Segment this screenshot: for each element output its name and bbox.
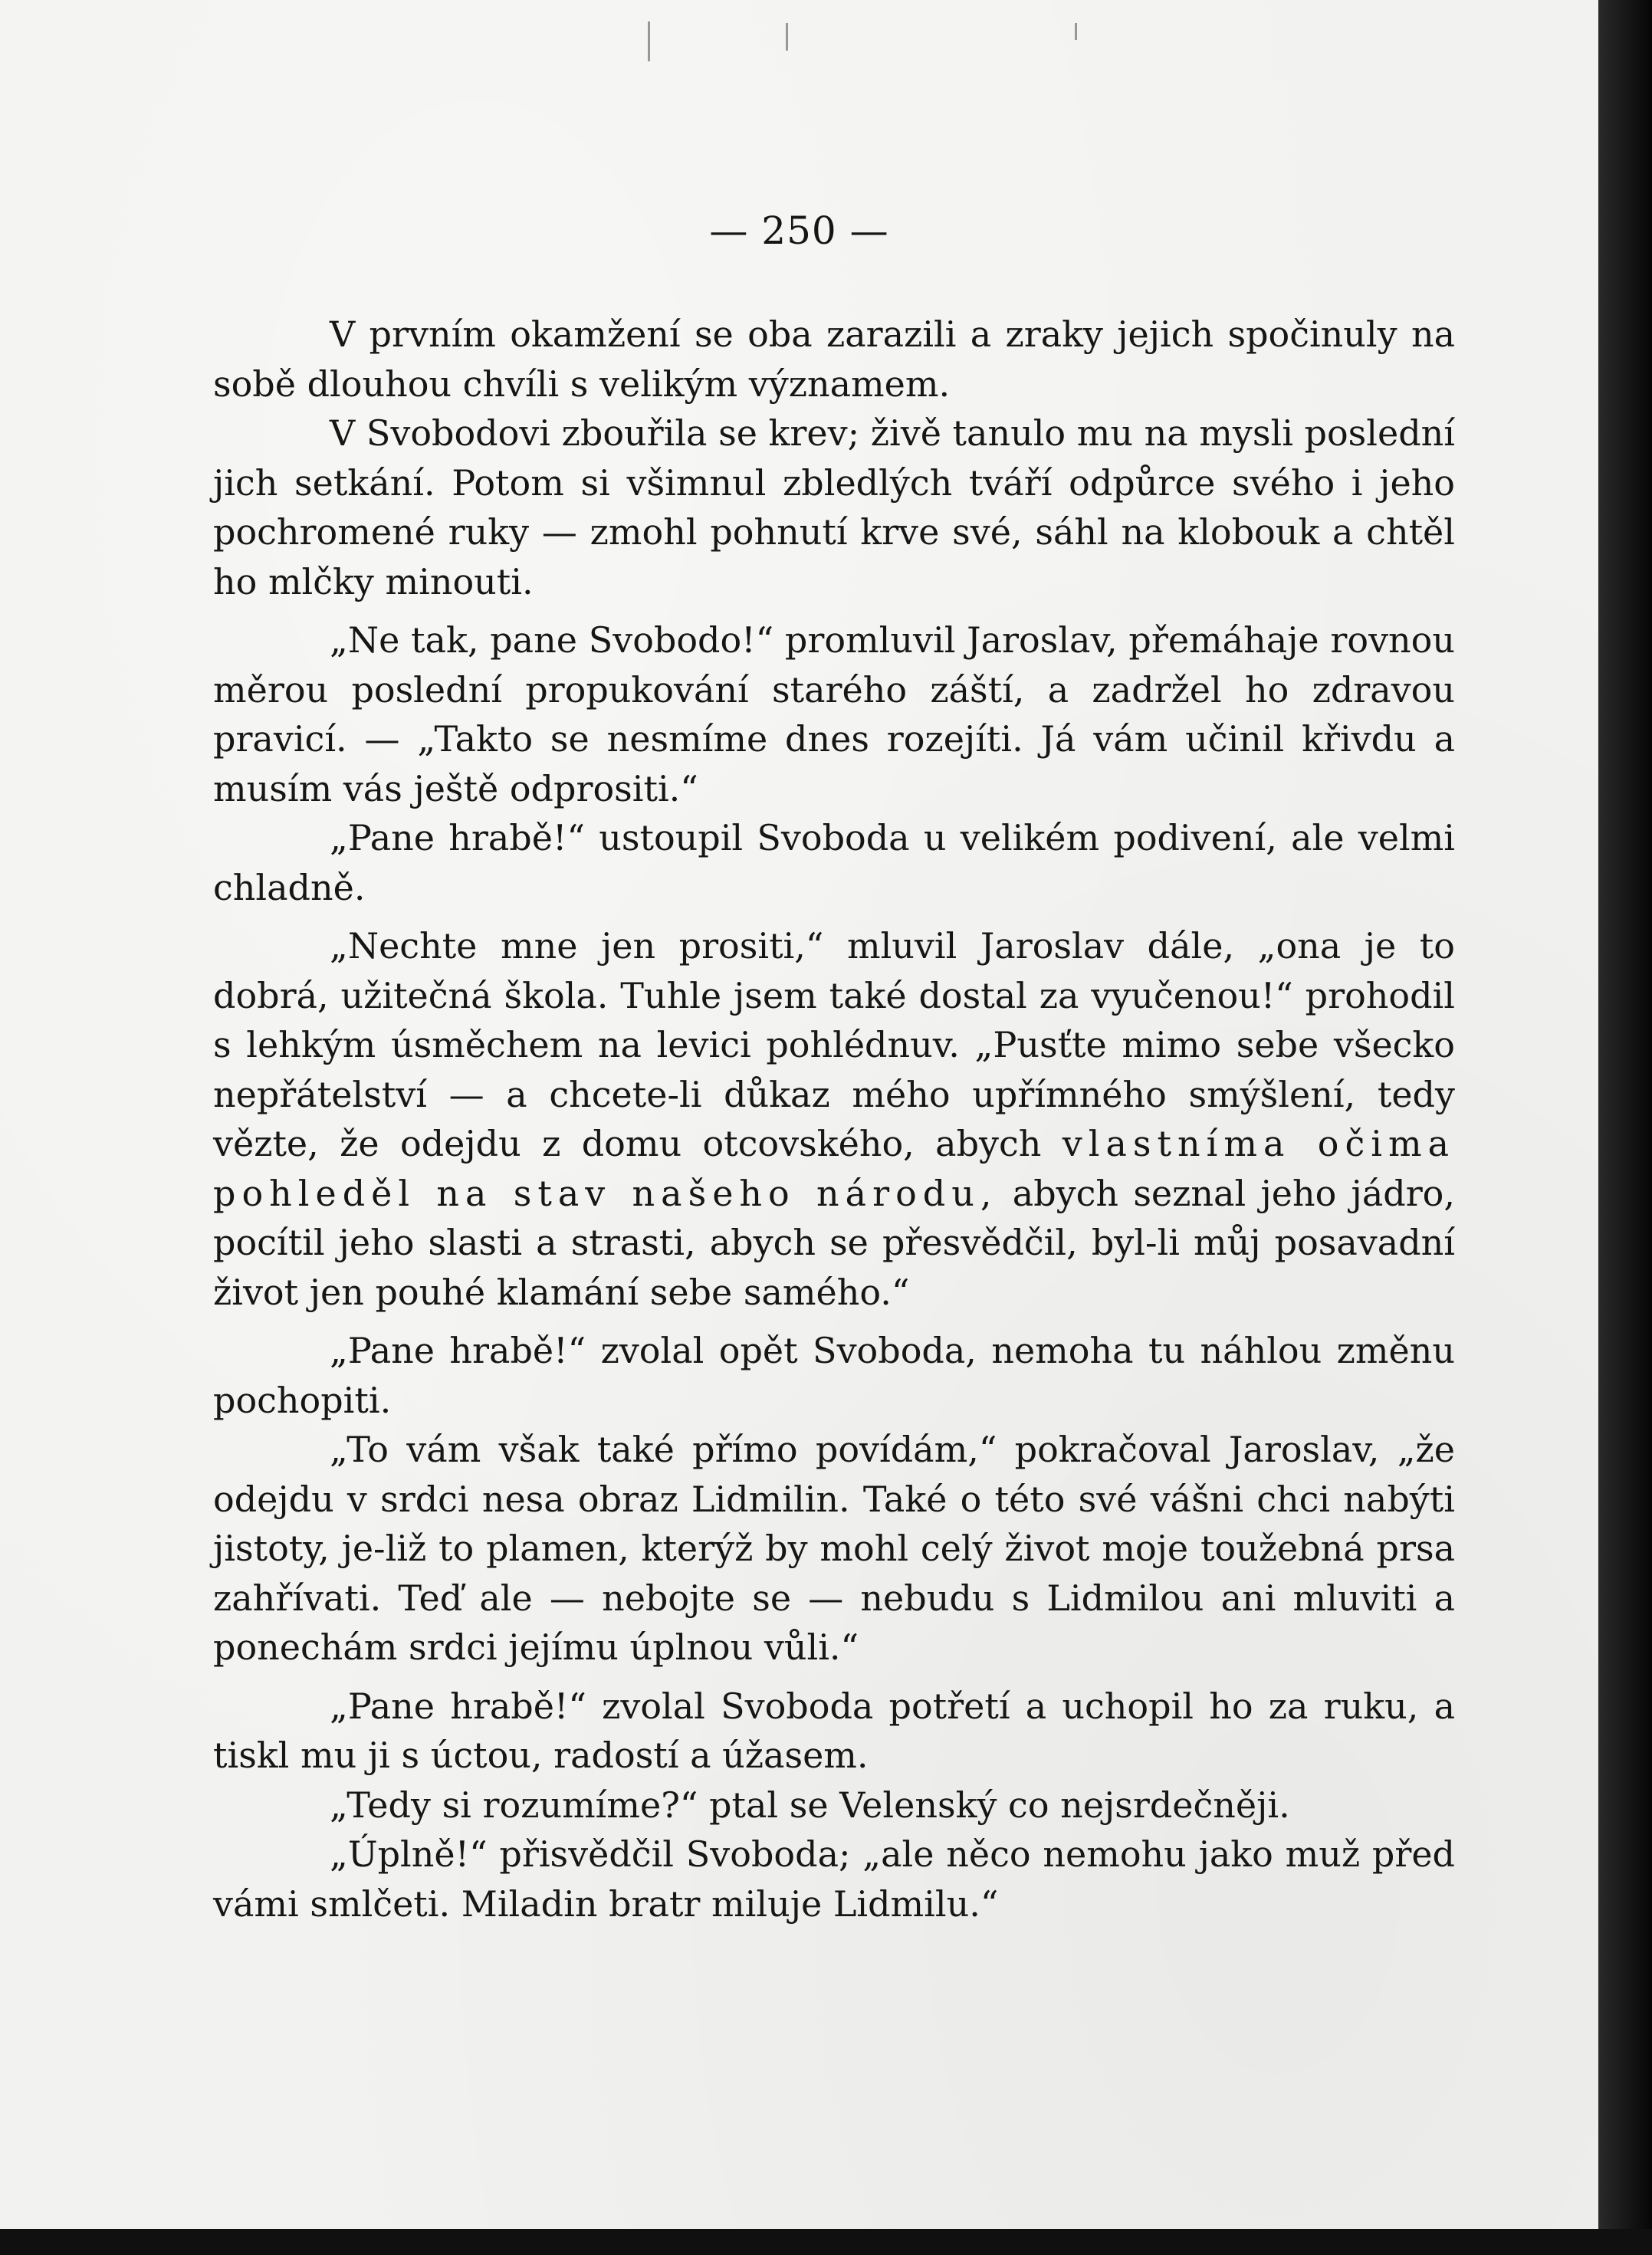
paragraph-text: abych seznal jeho jádro, pocítil jeho slasti a strasti, abych se přesvědčil, byl-li můj posavadní život jen pouhé klamání sebe samého.“	[213, 1172, 1455, 1313]
paragraph-text: „Nechte mne jen prositi,“ mluvil Jaroslav dále, „ona je to dobrá, užitečná škola. Tuhle jsem také dostal za vyučenou!“ prohodil s lehkým úsměchem na levici pohlédnuv. „Pusťte mimo sebe všecko nepřátelství — a chcete-li důkaz mého upřímného smýšlení, tedy vězte, že odejdu z domu otcovského, abych	[213, 925, 1455, 1164]
paragraph: „Úplně!“ přisvědčil Svoboda; „ale něco nemohu jako muž před vámi smlčeti. Miladin bratr miluje Lidmilu.“	[213, 1833, 1455, 1925]
paragraph	[213, 921, 1455, 1317]
paragraph: „Pane hrabě!“ ustoupil Svoboda u velikém podivení, ale velmi chladně.	[213, 817, 1455, 908]
scan-artifact	[786, 23, 788, 51]
spaced-emphasis: vlastníma očima pohleděl na stav našeho národu,	[213, 1123, 1455, 1214]
scan-artifact	[1075, 23, 1077, 40]
paragraph: „Pane hrabě!“ zvolal Svoboda potřetí a uchopil ho za ruku, a tiskl mu ji s úctou, radostí a úžasem.	[213, 1685, 1455, 1776]
body-text	[213, 310, 1455, 1928]
paragraph: V prvním okamžení se oba zarazili a zraky jejich spočinuly na sobě dlouhou chvíli s velikým významem.	[213, 313, 1455, 405]
scan-artifact	[648, 21, 650, 61]
page-number: — 250 —	[709, 208, 889, 253]
paragraph: V Svobodovi zbouřila se krev; živě tanulo mu na mysli poslední jich setkání. Potom si všimnul zbledlých tváří odpůrce svého i jeho pochromené ruky — zmohl pohnutí krve své, sáhl na klobouk a chtěl ho mlčky minouti.	[213, 412, 1455, 602]
paragraph: „Tedy si rozumíme?“ ptal se Velenský co nejsrdečněji.	[330, 1784, 1290, 1826]
paragraph: „Pane hrabě!“ zvolal opět Svoboda, nemoha tu náhlou změnu pochopiti.	[213, 1330, 1455, 1421]
paragraph: „To vám však také přímo povídám,“ pokračoval Jaroslav, „že odejdu v srdci nesa obraz Lidmilin. Také o této své vášni chci nabýti jistoty, je-liž to plamen, kterýž by mohl celý život moje toužebná prsa zahřívati. Teď ale — nebojte se — nebudu s Lidmilou ani mluviti a ponechám srdci jejímu úplnou vůli.“	[213, 1429, 1455, 1668]
scan-border-right	[1598, 0, 1652, 2255]
paragraph: „Ne tak, pane Svobodo!“ promluvil Jaroslav, přemáhaje rovnou měrou poslední propukování starého záští, a zadržel ho zdravou pravicí. — „Takto se nesmíme dnes rozejíti. Já vám učinil křivdu a musím vás ještě odprositi.“	[213, 619, 1455, 809]
scan-border-bottom	[0, 2229, 1652, 2255]
